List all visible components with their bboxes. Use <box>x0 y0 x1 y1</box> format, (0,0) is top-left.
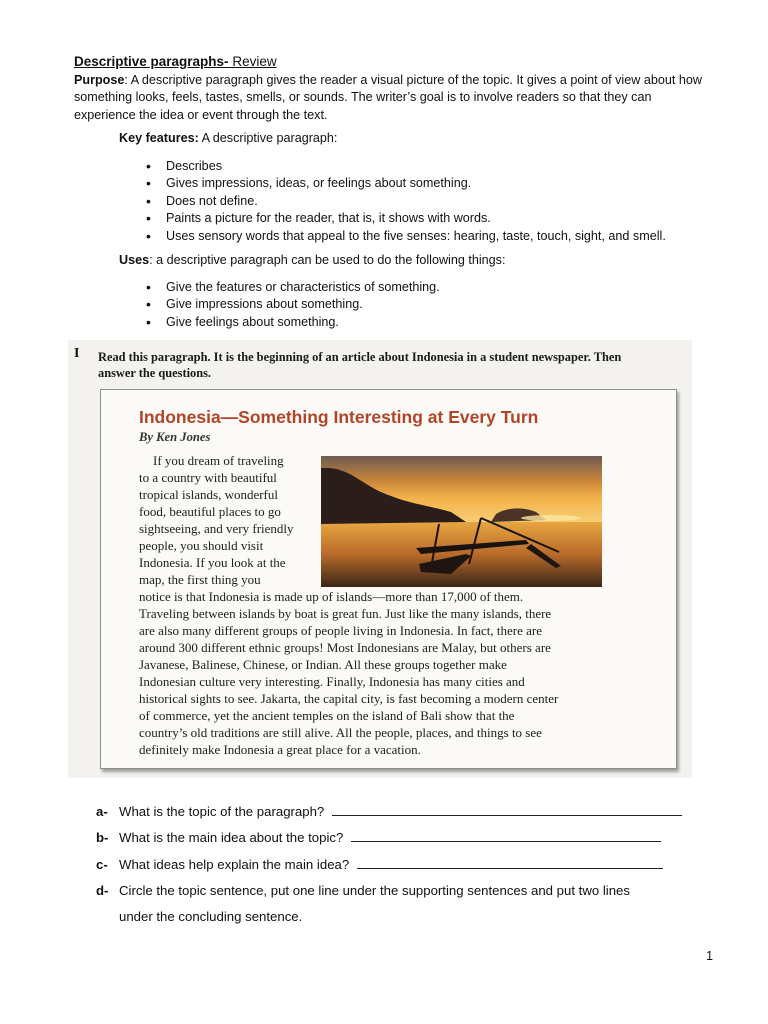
question-d-continuation: under the concluding sentence. <box>119 909 303 924</box>
uses-list <box>146 279 440 331</box>
question-b: b- What is the main idea about the topic? <box>96 829 661 845</box>
sunset-boat-image <box>321 456 602 587</box>
question-c: c- What ideas help explain the main idea? <box>96 856 663 872</box>
list-item: • Gives impressions, ideas, or feelings about something. <box>146 175 666 192</box>
list-item: • Describes <box>146 158 666 175</box>
answer-line-c[interactable] <box>357 856 663 869</box>
article-text-beside-photo: If you dream of traveling to a country with beautiful tropical islands, wonderful food, beautiful places to go sightseeing, and very friendly people, you should visit Indonesia. If you look at the map, the first thing you <box>139 453 294 587</box>
page-title: Descriptive paragraphs- Review <box>74 54 277 69</box>
article-byline: By Ken Jones <box>139 430 211 444</box>
purpose-paragraph: Purpose: A descriptive paragraph gives the reader a visual picture of the topic. It gives a point of view about how something looks, feels, tastes, smells, or sounds. The writer’s goal is to involve readers so that they can experience the idea or event through the text. <box>74 73 702 122</box>
newspaper-clipping <box>100 389 677 769</box>
section-number: I <box>74 346 80 361</box>
list-item: • Uses sensory words that appeal to the five senses: hearing, taste, touch, sight, and smell. <box>146 228 666 245</box>
list-item: • Give feelings about something. <box>146 314 440 331</box>
page-number: 1 <box>706 949 714 963</box>
answer-line-b[interactable] <box>351 829 661 842</box>
list-item: • Give impressions about something. <box>146 296 440 313</box>
question-d: d- Circle the topic sentence, put one line under the supporting sentences and put two lines <box>96 883 630 898</box>
list-item: • Does not define. <box>146 193 666 210</box>
exercise-instruction: Read this paragraph. It is the beginning of an article about Indonesia in a student newspaper. Then answer the questions. <box>98 350 622 380</box>
key-features-heading: Key features: A descriptive paragraph: <box>119 131 338 145</box>
sunset-boat-photo <box>321 456 602 587</box>
textbook-excerpt <box>68 340 692 778</box>
answer-line-a[interactable] <box>332 803 682 816</box>
article-text-full-width: notice is that Indonesia is made up of islands—more than 17,000 of them. Traveling between islands by boat is great fun. Just like the many islands, there are also many different groups of people living in Indonesia. In fact, there are around 300 different ethnic groups! Most Indonesians are Malay, but others are Javanese, Balinese, Chinese, or Indian. All these groups together make Indonesian culture very interesting. Finally, Indonesia has many cities and historical sights to see. Jakarta, the capital city, is fast becoming a modern center of commerce, yet the ancient temples on the island of Bali show that the country’s old traditions are still alive. All the people, places, and things to see definitely make Indonesia a great place for a vacation. <box>139 589 559 757</box>
key-features-list <box>146 158 666 245</box>
list-item: • Paints a picture for the reader, that is, it shows with words. <box>146 210 666 227</box>
question-a: a- What is the topic of the paragraph? <box>96 803 682 819</box>
uses-heading: Uses: a descriptive paragraph can be used to do the following things: <box>119 253 506 267</box>
list-item: • Give the features or characteristics of something. <box>146 279 440 296</box>
article-title: Indonesia—Something Interesting at Every Turn <box>139 407 539 427</box>
